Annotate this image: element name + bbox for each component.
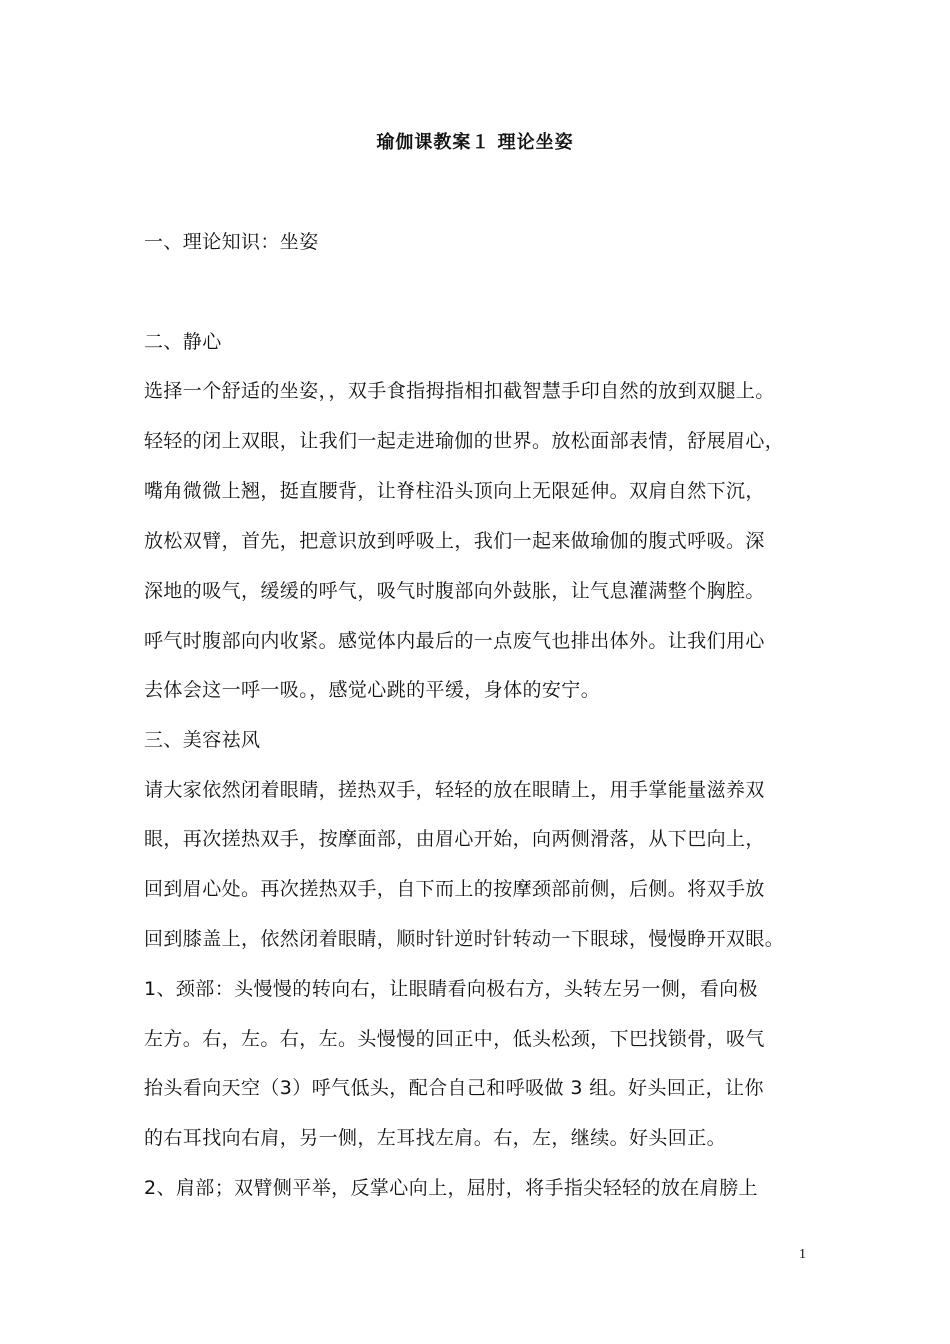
page-number: 1 <box>799 1247 806 1262</box>
paragraph-line: 回到膝盖上，依然闭着眼睛，顺时针逆时针转动一下眼球，慢慢睁开双眼。 <box>144 928 785 950</box>
paragraph-line: 1、颈部：头慢慢的转向右，让眼睛看向极右方，头转左另一侧，看向极 <box>144 978 758 1000</box>
paragraph-line: 回到眉心处。再次搓热双手，自下而上的按摩颈部前侧，后侧。将双手放 <box>144 878 765 900</box>
document-title: 瑜伽课教案１ 理论坐姿 <box>376 132 574 153</box>
paragraph-line: 选择一个舒适的坐姿，，双手食指拇指相扣截智慧手印自然的放到双腿上。 <box>144 380 775 402</box>
paragraph-line: 嘴角微微上翘，挺直腰背，让脊柱沿头顶向上无限延伸。双肩自然下沉， <box>144 480 765 502</box>
paragraph-line: 深地的吸气，缓缓的呼气，吸气时腹部向外鼓胀，让气息灌满整个胸腔。 <box>144 580 765 602</box>
paragraph-line: 轻轻的闭上双眼，让我们一起走进瑜伽的世界。放松面部表情，舒展眉心， <box>144 430 785 452</box>
paragraph-line: 2、肩部；双臂侧平举，反掌心向上，屈肘，将手指尖轻轻的放在肩膀上 <box>144 1177 758 1199</box>
paragraph-line: 请大家依然闭着眼睛，搓热双手，轻轻的放在眼睛上，用手掌能量滋养双 <box>144 779 765 801</box>
section-heading-beauty: 三、美容祛风 <box>144 729 261 751</box>
paragraph-line: 去体会这一呼一吸。，感觉心跳的平缓，身体的安宁。 <box>144 679 601 701</box>
paragraph-line: 呼气时腹部向内收紧。感觉体内最后的一点废气也排出体外。让我们用心 <box>144 630 765 652</box>
paragraph-line: 的右耳找向右肩，另一侧，左耳找左肩。右，左，继续。好头回正。 <box>144 1127 727 1149</box>
paragraph-line: 眼，再次搓热双手，按摩面部，由眉心开始，向两侧滑落，从下巴向上， <box>144 828 765 850</box>
paragraph-line: 抬头看向天空（3）呼气低头，配合自己和呼吸做 3 组。好头回正，让你 <box>144 1077 764 1099</box>
paragraph-line: 放松双臂，首先，把意识放到呼吸上，我们一起来做瑜伽的腹式呼吸。深 <box>144 530 765 552</box>
section-heading-theory: 一、理论知识：坐姿 <box>144 231 319 253</box>
paragraph-line: 左方。右，左。右，左。头慢慢的回正中，低头松颈，下巴找锁骨，吸气 <box>144 1028 765 1050</box>
section-heading-calm: 二、静心 <box>144 331 222 353</box>
